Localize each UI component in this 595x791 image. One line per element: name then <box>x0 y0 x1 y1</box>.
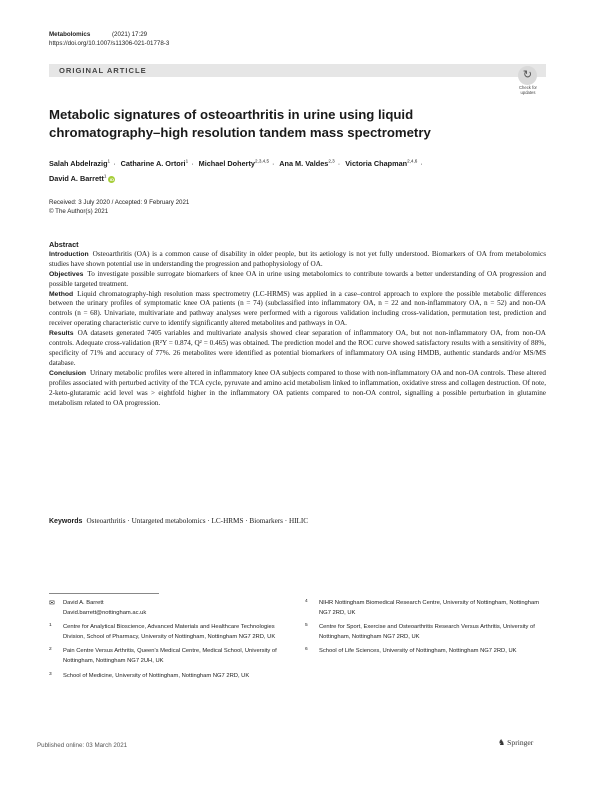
author[interactable]: Catharine A. Ortori$^1$ <box>120 159 189 169</box>
abstract-heading: Abstract <box>49 240 79 249</box>
author[interactable]: David A. Barrett$^1$ <box>49 173 107 183</box>
author[interactable]: Salah Abdelrazig$^1$ <box>49 159 111 169</box>
springer-horse-icon: ♞ <box>498 738 506 747</box>
abstract-section: Objectives To investigate possible surrogate biomarkers of knee OA in urine using metabolomics to contribute towards a better understanding of OA progression and possible targeted treatment. <box>49 269 546 288</box>
keywords <box>49 516 546 527</box>
footnotes-left <box>49 599 289 686</box>
check-updates-label: Check for updates <box>519 85 537 95</box>
affiliation-note: 6 School of Life Sciences, University of Nottingham, Nottingham NG7 2RD, UK <box>305 647 517 655</box>
check-updates-icon: ↻ <box>518 66 537 85</box>
publisher-name: Springer <box>507 738 534 747</box>
author[interactable]: Ana M. Valdes$^{2,3}$ <box>279 159 335 169</box>
journal-name: Metabolomics <box>49 31 91 38</box>
doi-link[interactable]: https://doi.org/10.1007/s11306-021-01778-3 <box>49 40 170 47</box>
journal-header <box>49 30 169 48</box>
abstract <box>49 240 546 408</box>
author[interactable]: Michael Doherty$^{2,3,4,5}$ <box>198 159 270 169</box>
article-dates <box>49 198 189 216</box>
check-for-updates-badge[interactable] <box>513 66 543 96</box>
copyright: © The Author(s) 2021 <box>49 208 109 215</box>
publisher-logo <box>498 738 533 747</box>
abstract-section: Method Liquid chromatography-high resolution mass spectrometry (LC-HRMS) was applied in a case–control approach to explore the possible metabolic differences between the urinary profiles of symptomatic knee OA patients (n = 74) (subclassified into inflammatory OA, n = 22 and non-inflammatory OA, n = 52) and non-OA controls (n = 68). Univariate, multivariate and pathway analyses were performed with a rigorous validation including cross-validation, permutation test, prediction and receiver operating characteristic curve to identify significantly altered metabolites and pathways in OA. <box>49 289 546 328</box>
affiliation-note: 2 Pain Centre Versus Arthritis, Queen's Medical Centre, Medical School, University of Nottingham, Nottingham NG7 2UH, UK <box>49 647 277 664</box>
abstract-section: Introduction Osteoarthritis (OA) is a common cause of disability in older people, but its aetiology is not yet fully understood. Biomarkers of OA from metabolomics studies have shown potential use in understanding the progression and pathophysiology of OA. <box>49 249 546 268</box>
affiliation-note: 3 School of Medicine, University of Nottingham, Nottingham NG7 2RD, UK <box>49 671 250 679</box>
affiliation-note: 1 Centre for Analytical Bioscience, Advanced Materials and Healthcare Technologies Division, School of Pharmacy, University of Nottingham, Nottingham NG7 2RD, UK <box>49 623 276 640</box>
article-type: ORIGINAL ARTICLE <box>59 66 147 75</box>
journal-volume: (2021) 17:29 <box>112 31 148 38</box>
keywords-label: Keywords <box>49 518 83 525</box>
affiliation-note: 4 NIHR Nottingham Biomedical Research Centre, University of Nottingham, Nottingham NG7 2RD, UK <box>305 599 540 616</box>
envelope-icon: ✉ <box>49 600 55 607</box>
author[interactable]: Victoria Chapman$^{2,4,6}$ <box>345 159 418 169</box>
affiliation-note: 5 Centre for Sport, Exercise and Osteoarthritis Research Versus Arthritis, University of Nottingham, Nottingham NG7 2RD, UK <box>305 623 535 640</box>
footnote-divider <box>49 593 159 594</box>
corresponding-author-note <box>49 599 289 618</box>
orcid-icon[interactable]: iD <box>109 176 114 182</box>
article-type-bar <box>49 64 546 77</box>
footnotes-right <box>305 599 545 662</box>
author-list: Salah Abdelrazig$^1$ · Catharine A. Ortori$^1$ · Michael Doherty$^{2,3,4,5}$ · Ana M. Valdes$^{2,3}$ · Victoria Chapman$^{2,4,6}$ · David A. Barrett$^1$iD <box>49 159 423 183</box>
received-accepted: Received: 3 July 2020 / Accepted: 9 February 2021 <box>49 199 190 206</box>
published-online: Published online: 03 March 2021 <box>37 742 128 749</box>
corresponding-author-text[interactable]: David A. Barrett David.barrett@nottingham.ac.uk <box>63 600 147 616</box>
abstract-section: Results OA datasets generated 7405 variables and multivariate analysis showed clear separation of inflammatory OA, but not non-inflammatory OA, from non-OA controls. Adequate cross-validation (R²Y = 0.874, Q² = 0.465) was obtained. The prediction model and the ROC curve showed satisfactory results with a sensitivity of 88%, specificity of 71% and accuracy of 77%. 26 metabolites were identified as potential biomarkers of inflammatory OA using HMDB, authentic standards and/or MS/MS database. <box>49 329 546 367</box>
paper-title: Metabolic signatures of osteoarthritis in urine using liquid chromatography–high resolution tandem mass spectrometry <box>49 107 431 140</box>
abstract-section: Conclusion Urinary metabolic profiles were altered in inflammatory knee OA subjects compared to those with non-inflammatory OA and non-OA controls. These altered profiles associated with perturbed activity of the TCA cycle, pyruvate and amino acid metabolism linked to inflammation, oxidative stress and collagen destruction. Of note, 2-keto-glutaramic acid level was > eightfold higher in the inflammatory OA patients compared to non-OA control, signalling a possible perturbation in glutamine metabolism related to OA progression. <box>49 368 546 407</box>
keywords-text: Osteoarthritis · Untargeted metabolomics · LC-HRMS · Biomarkers · HILIC <box>86 517 309 525</box>
